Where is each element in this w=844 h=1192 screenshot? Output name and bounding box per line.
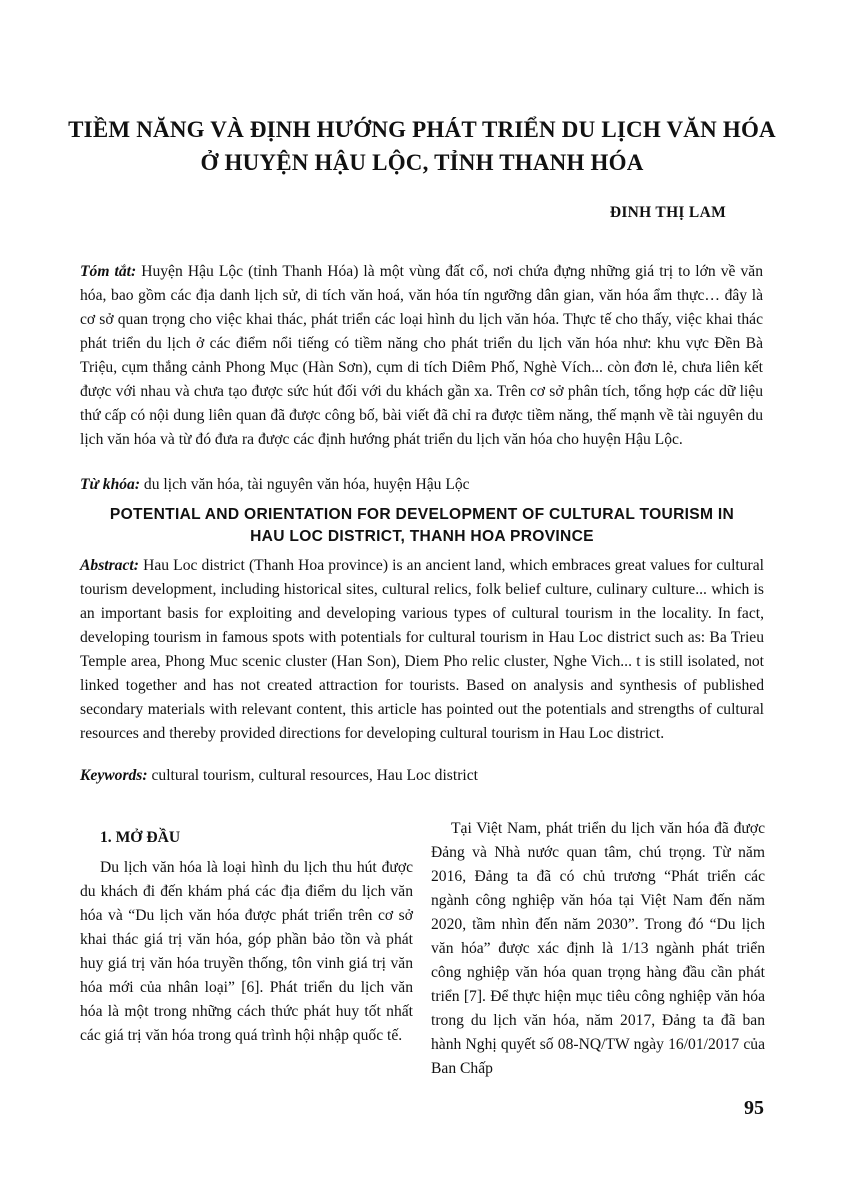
- keywords-en-label: Keywords:: [80, 767, 148, 784]
- left-column: [80, 826, 413, 1048]
- abstract-vi-text: Huyện Hậu Lộc (tỉnh Thanh Hóa) là một vùng đất cổ, nơi chứa đựng những giá trị to lớn về văn hóa, bao gồm các địa danh lịch sử, di tích văn hoá, văn hóa tín ngưỡng dân gian, văn hóa ẩm thực… đây là cơ sở quan trọng cho việc khai thác, phát triển các loại hình du lịch văn hóa. Thực tế cho thấy, việc khai thác phát triển du lịch ở các điểm nổi tiếng có tiềm năng cho phát triển du lịch văn hóa như: khu vực Đền Bà Triệu, cụm thắng cảnh Phong Mục (Hàn Sơn), cụm di tích Diêm Phố, Nghè Vích... còn đơn lẻ, chưa liên kết được với nhau và chưa tạo được sức hút đối với du khách gần xa. Trên cơ sở phân tích, tổng hợp các dữ liệu thứ cấp có nội dung liên quan đã được công bố, bài viết đã chỉ ra được tiềm năng, thế mạnh về tài nguyên du lịch văn hóa và từ đó đưa ra được các định hướng phát triển du lịch văn hóa cho huyện Hậu Lộc.: [80, 263, 763, 448]
- keywords-vi-label: Từ khóa:: [80, 476, 141, 493]
- paper-title: [60, 113, 784, 179]
- keywords-english: [80, 764, 478, 788]
- page-number: 95: [744, 1097, 764, 1119]
- abstract-vietnamese: [80, 260, 763, 452]
- author-name: ĐINH THỊ LAM: [609, 204, 726, 221]
- abstract-en-text: Hau Loc district (Thanh Hoa province) is an ancient land, which embraces great values for cultural tourism development, including historical sites, cultural relics, folk belief culture, culinary culture... which is an important basis for exploiting and developing various types of cultural tourism in the locality. In fact, developing tourism in famous spots with potentials for cultural tourism in Hau Loc district such as: Ba Trieu Temple area, Phong Muc scenic cluster (Han Son), Diem Pho relic cluster, Nghe Vich... t is still isolated, not linked together and has not created attraction for tourists. Based on analysis and synthesis of published secondary materials with relevant content, this article has pointed out the potentials and strengths of cultural resources and thereby provided directions for developing cultural tourism in Hau Loc district.: [80, 557, 764, 742]
- abstract-en-label: Abstract:: [80, 557, 139, 574]
- english-title: [60, 504, 784, 548]
- keywords-vi-text: du lịch văn hóa, tài nguyên văn hóa, huyện Hậu Lộc: [140, 476, 470, 493]
- right-column: [431, 817, 765, 1081]
- english-title-line-1: POTENTIAL AND ORIENTATION FOR DEVELOPMENT OF CULTURAL TOURISM IN: [109, 506, 735, 523]
- right-column-paragraph: Tại Việt Nam, phát triển du lịch văn hóa đã được Đảng và Nhà nước quan tâm, chú trọng. Từ năm 2016, Đảng ta đã có chủ trương “Phát triển các ngành công nghiệp văn hóa tại Việt Nam đến năm 2020, tầm nhìn đến năm 2030”. Trong đó “Du lịch văn hóa” được xác định là 1/13 ngành phát triển công nghiệp văn hóa quan trọng hàng đầu cần phát triển [7]. Để thực hiện mục tiêu công nghiệp văn hóa trong du lịch văn hóa, năm 2017, Đảng ta đã ban hành Nghị quyết số 08-NQ/TW ngày 16/01/2017 của Ban Chấp: [431, 820, 765, 1077]
- paper-title-line-2: Ở HUYỆN HẬU LỘC, TỈNH THANH HÓA: [200, 150, 644, 175]
- english-title-line-2: HAU LOC DISTRICT, THANH HOA PROVINCE: [250, 528, 594, 545]
- section-heading-introduction: 1. MỞ ĐẦU: [100, 829, 181, 846]
- introduction-paragraph: Du lịch văn hóa là loại hình du lịch thu hút được du khách đi đến khám phá các địa điểm du lịch văn hóa và “Du lịch văn hóa được phát triển trên cơ sở khai thác giá trị văn hóa, góp phần bảo tồn và phát huy giá trị văn hóa truyền thống, tôn vinh giá trị văn hóa mới của nhân loại” [6]. Phát triển du lịch văn hóa là một trong những cách thức phát huy tốt nhất các giá trị văn hóa trong quá trình hội nhập quốc tế.: [80, 859, 413, 1044]
- abstract-english: [80, 554, 764, 746]
- paper-title-line-1: TIỀM NĂNG VÀ ĐỊNH HƯỚNG PHÁT TRIỂN DU LỊCH VĂN HÓA: [68, 117, 776, 142]
- abstract-vi-label: Tóm tắt:: [80, 263, 137, 280]
- keywords-vietnamese: [80, 473, 470, 497]
- keywords-en-text: cultural tourism, cultural resources, Hau Loc district: [147, 767, 478, 784]
